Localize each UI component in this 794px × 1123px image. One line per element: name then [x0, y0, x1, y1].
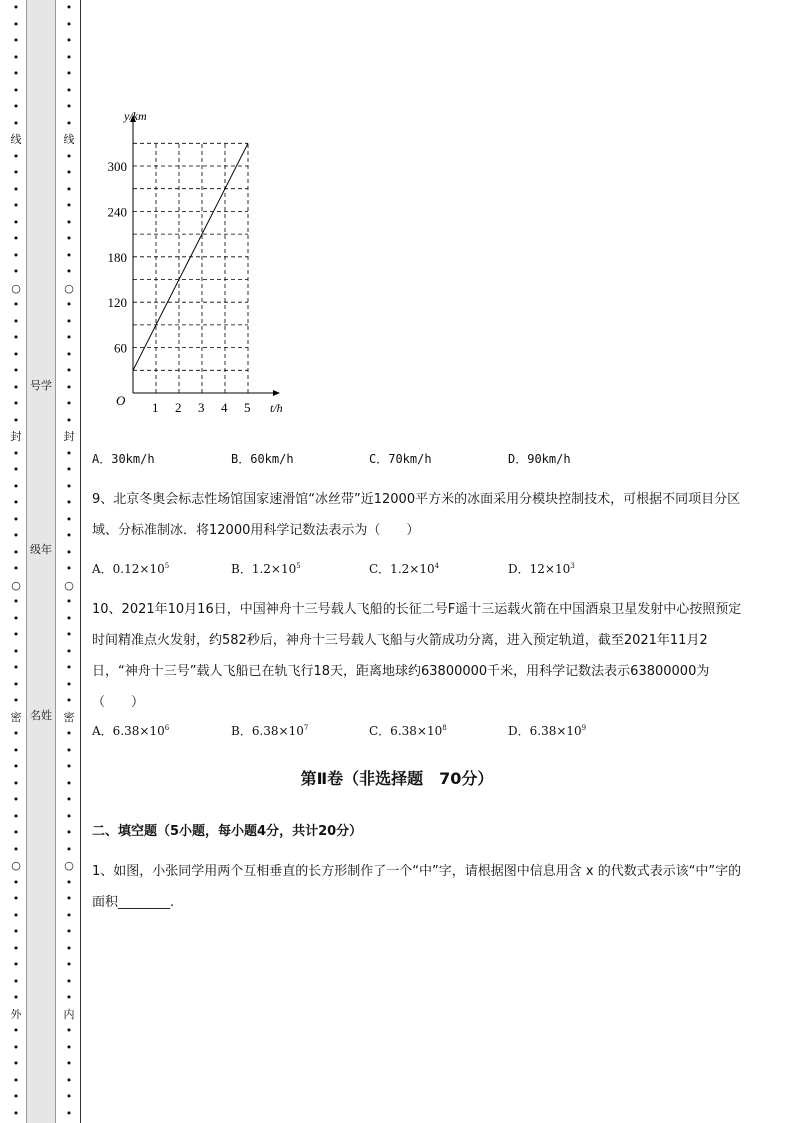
inner-margin-dot: • [65, 1073, 73, 1087]
outer-margin-dot: • [12, 331, 20, 344]
outer-margin-dot: • [12, 1, 20, 14]
outer-margin-dot: • [12, 265, 20, 278]
inner-margin-dot: • [65, 182, 73, 196]
outer-margin-dot: • [12, 83, 20, 97]
outer-margin-dot: • [12, 776, 20, 790]
outer-margin-dot: • [12, 496, 20, 509]
outer-margin-dot: • [12, 347, 20, 361]
inner-margin-dot: • [65, 941, 73, 955]
q8-option-b[interactable]: B．60km/h [231, 452, 294, 466]
outer-margin-dot: • [12, 364, 20, 377]
inner-margin-label: 密 [63, 710, 75, 724]
outer-margin-label: 密 [10, 710, 22, 724]
outer-margin-dot: • [12, 562, 20, 575]
inner-margin-dot: • [65, 17, 73, 31]
inner-margin-dot: • [65, 908, 73, 922]
outer-margin-dot: • [12, 17, 20, 31]
inner-margin-dot: • [65, 595, 73, 608]
outer-margin-dot: • [12, 1024, 20, 1037]
inner-margin-dot: • [65, 974, 73, 988]
outer-margin-dot: • [12, 50, 20, 64]
q10-option-c[interactable]: C．$6.38\times 10^8$ [369, 724, 447, 738]
inner-margin-dot: • [65, 562, 73, 575]
x-axis-arrow [273, 390, 280, 396]
outer-margin-circle: ○ [11, 859, 21, 872]
outer-margin-dot: • [12, 595, 20, 608]
outer-margin-dot: • [12, 446, 20, 460]
q8-option-c[interactable]: C．70km/h [369, 452, 432, 466]
inner-margin-label: 内 [63, 1007, 75, 1021]
outer-margin-dot: • [12, 925, 20, 938]
q9-text: 9、北京冬奥会标志性场馆国家速滑馆“冰丝带”近12000平方米的冰面采用分模块控制技术，可根据不同项目分区域、分标准制冰．将12000用科学记数法表示为（ ） [92, 492, 741, 538]
outer-margin-dot: • [12, 908, 20, 922]
q10-option-a[interactable]: A．$6.38\times 10^6$ [92, 724, 170, 738]
student-info-strip [26, 0, 56, 1123]
outer-margin-dot: • [12, 248, 20, 262]
inner-margin-dot: • [65, 314, 73, 328]
outer-margin-dot: • [12, 397, 20, 410]
inner-margin-dot: • [65, 34, 73, 47]
inner-margin-dot: • [65, 199, 73, 212]
inner-margin-dot: • [65, 958, 73, 971]
margin-border-line [80, 0, 81, 1123]
inner-margin-dot: • [65, 347, 73, 361]
outer-margin-dot: • [12, 941, 20, 955]
q8-option-a[interactable]: A．30km/h [92, 452, 155, 466]
q10-option-b[interactable]: B．$6.38\times 10^7$ [231, 724, 309, 738]
inner-margin-dot: • [65, 677, 73, 691]
outer-margin-dot: • [12, 413, 20, 427]
outer-margin-dot: • [12, 677, 20, 691]
inner-margin-dot: • [65, 298, 73, 311]
q9-option-d[interactable]: D．$12\times 10^3$ [508, 562, 575, 576]
outer-margin-dot: • [12, 34, 20, 47]
outer-margin-circle: ○ [11, 281, 21, 295]
outer-margin-dot: • [12, 166, 20, 179]
outer-margin-dot: • [12, 1090, 20, 1103]
inner-margin-dot: • [65, 265, 73, 278]
inner-margin-dot: • [65, 215, 73, 229]
outer-margin-dot: • [12, 232, 20, 245]
outer-margin-dot: • [12, 644, 20, 658]
outer-margin-dot: • [12, 149, 20, 163]
outer-margin-dot: • [12, 215, 20, 229]
outer-margin-circle: ○ [11, 578, 21, 592]
outer-margin-label: 封 [10, 430, 22, 443]
outer-margin-dot: • [12, 809, 20, 823]
outer-margin-dot: • [12, 545, 20, 559]
part2-title: 第Ⅱ卷（非选择题 70分） [300, 769, 494, 788]
inner-margin-dot: • [65, 875, 73, 889]
inner-margin-dot: • [65, 694, 73, 707]
q10-option-d[interactable]: D．$6.38\times 10^9$ [508, 724, 587, 738]
y-axis-label: y/km [124, 109, 147, 123]
inner-margin-dot: • [65, 446, 73, 460]
q8-option-d[interactable]: D．90km/h [508, 452, 571, 466]
outer-margin-dot: • [12, 298, 20, 311]
inner-margin-dot: • [65, 496, 73, 509]
inner-margin-dot: • [65, 331, 73, 344]
inner-margin-dot: • [65, 611, 73, 625]
inner-margin-dot: • [65, 529, 73, 542]
outer-margin-dot: • [12, 512, 20, 526]
inner-margin-dot: • [65, 644, 73, 658]
outer-margin-label: 外 [10, 1007, 22, 1021]
outer-margin-dot: • [12, 1040, 20, 1054]
q9-option-c[interactable]: C．$1.2\times 10^4$ [369, 562, 440, 576]
x-tick-label: 2 [175, 400, 182, 415]
outer-margin-dot: • [12, 100, 20, 113]
class-field: 级年 [30, 543, 52, 556]
inner-margin-dot: • [65, 545, 73, 559]
inner-margin-dot: • [65, 793, 73, 806]
inner-margin-dot: • [65, 83, 73, 97]
student-id-field: 号学 [30, 379, 52, 392]
q9-option-a[interactable]: A．$0.12\times 10^5$ [92, 562, 170, 576]
outer-margin-dot: • [12, 380, 20, 394]
outer-margin-dot: • [12, 661, 20, 674]
outer-margin-dot: • [12, 628, 20, 641]
inner-dotted-binding-line [61, 0, 77, 1123]
inner-margin-circle: ○ [64, 578, 74, 592]
x-tick-label: 4 [221, 400, 228, 415]
inner-margin-dot: • [65, 364, 73, 377]
outer-margin-dot: • [12, 611, 20, 625]
outer-margin-dot: • [12, 793, 20, 806]
outer-margin-label: 线 [10, 133, 22, 146]
outer-margin-dot: • [12, 892, 20, 905]
chart-grid [133, 143, 248, 393]
inner-margin-dot: • [65, 413, 73, 427]
outer-margin-dot: • [12, 826, 20, 839]
outer-margin-dot: • [12, 479, 20, 493]
x-axis-label: t/h [270, 401, 283, 415]
name-field: 名姓 [30, 709, 52, 722]
inner-margin-dot: • [65, 727, 73, 740]
inner-margin-dot: • [65, 842, 73, 856]
inner-margin-dot: • [65, 100, 73, 113]
q1-text: 1、如图，小张同学用两个互相垂直的长方形制作了一个“中”字，请根据图中信息用含 x 的代数式表示该“中”字的面积________. [92, 864, 742, 910]
distance-time-chart [92, 100, 302, 430]
y-tick-label: 240 [107, 204, 127, 220]
y-tick-label: 120 [107, 295, 127, 311]
outer-margin-dot: • [12, 1057, 20, 1070]
outer-margin-dot: • [12, 974, 20, 988]
inner-margin-circle: ○ [64, 859, 74, 872]
x-tick-label: 3 [198, 400, 205, 415]
inner-margin-dot: • [65, 826, 73, 839]
section2-title: 二、填空题（5小题，每小题4分，共计20分） [92, 824, 363, 839]
q10-text: 10、2021年10月16日，中国神舟十三号载人飞船的长征二号F遥十三运载火箭在中国酒泉卫星发射中心按照预定时间精准点火发射，约582秒后，神舟十三号载人飞船与火箭成功分离，进入预定轨道，截至2021年11月2日，“神舟十三号”载人飞船已在轨飞行18天，距离地球约63800000千米，用科学记数法表示63800000为（ ） [92, 602, 742, 710]
q9-option-b[interactable]: B．$1.2\times 10^5$ [231, 562, 301, 576]
outer-margin-dot: • [12, 463, 20, 476]
outer-margin-dot: • [12, 842, 20, 856]
inner-margin-dot: • [65, 166, 73, 179]
inner-margin-dot: • [65, 463, 73, 476]
outer-margin-dot: • [12, 958, 20, 971]
inner-margin-dot: • [65, 1, 73, 14]
inner-margin-dot: • [65, 776, 73, 790]
inner-margin-dot: • [65, 1106, 73, 1120]
y-tick-label: 300 [107, 159, 127, 174]
inner-margin-dot: • [65, 1057, 73, 1070]
outer-margin-dot: • [12, 199, 20, 212]
outer-margin-dot: • [12, 1073, 20, 1087]
inner-margin-dot: • [65, 925, 73, 938]
inner-margin-dot: • [65, 397, 73, 410]
y-tick-label: 180 [107, 249, 127, 265]
outer-margin-dot: • [12, 743, 20, 757]
outer-margin-dot: • [12, 760, 20, 773]
outer-margin-dot: • [12, 314, 20, 328]
inner-margin-dot: • [65, 232, 73, 245]
inner-margin-dot: • [65, 479, 73, 493]
inner-margin-dot: • [65, 991, 73, 1004]
inner-margin-dot: • [65, 1090, 73, 1103]
origin-label: O [116, 393, 126, 408]
inner-margin-dot: • [65, 248, 73, 262]
outer-margin-dot: • [12, 1106, 20, 1120]
outer-margin-dot: • [12, 694, 20, 707]
inner-margin-dot: • [65, 760, 73, 773]
inner-margin-dot: • [65, 380, 73, 394]
inner-margin-label: 线 [63, 133, 75, 146]
inner-margin-dot: • [65, 1040, 73, 1054]
inner-margin-dot: • [65, 743, 73, 757]
inner-margin-dot: • [65, 1024, 73, 1037]
outer-margin-dot: • [12, 67, 20, 80]
y-tick-label: 60 [114, 340, 127, 356]
inner-margin-dot: • [65, 50, 73, 64]
inner-margin-dot: • [65, 116, 73, 130]
outer-margin-dot: • [12, 116, 20, 130]
inner-margin-label: 封 [63, 430, 75, 443]
outer-margin-dot: • [12, 991, 20, 1004]
inner-margin-dot: • [65, 892, 73, 905]
outer-margin-dot: • [12, 875, 20, 889]
outer-margin-dot: • [12, 727, 20, 740]
inner-margin-circle: ○ [64, 281, 74, 295]
inner-margin-dot: • [65, 512, 73, 526]
inner-margin-dot: • [65, 149, 73, 163]
x-tick-label: 5 [244, 400, 251, 415]
inner-margin-dot: • [65, 661, 73, 674]
outer-dotted-binding-line [8, 0, 24, 1123]
inner-margin-dot: • [65, 628, 73, 641]
inner-margin-dot: • [65, 67, 73, 80]
outer-margin-dot: • [12, 182, 20, 196]
inner-margin-dot: • [65, 809, 73, 823]
x-tick-label: 1 [152, 400, 159, 415]
outer-margin-dot: • [12, 529, 20, 542]
